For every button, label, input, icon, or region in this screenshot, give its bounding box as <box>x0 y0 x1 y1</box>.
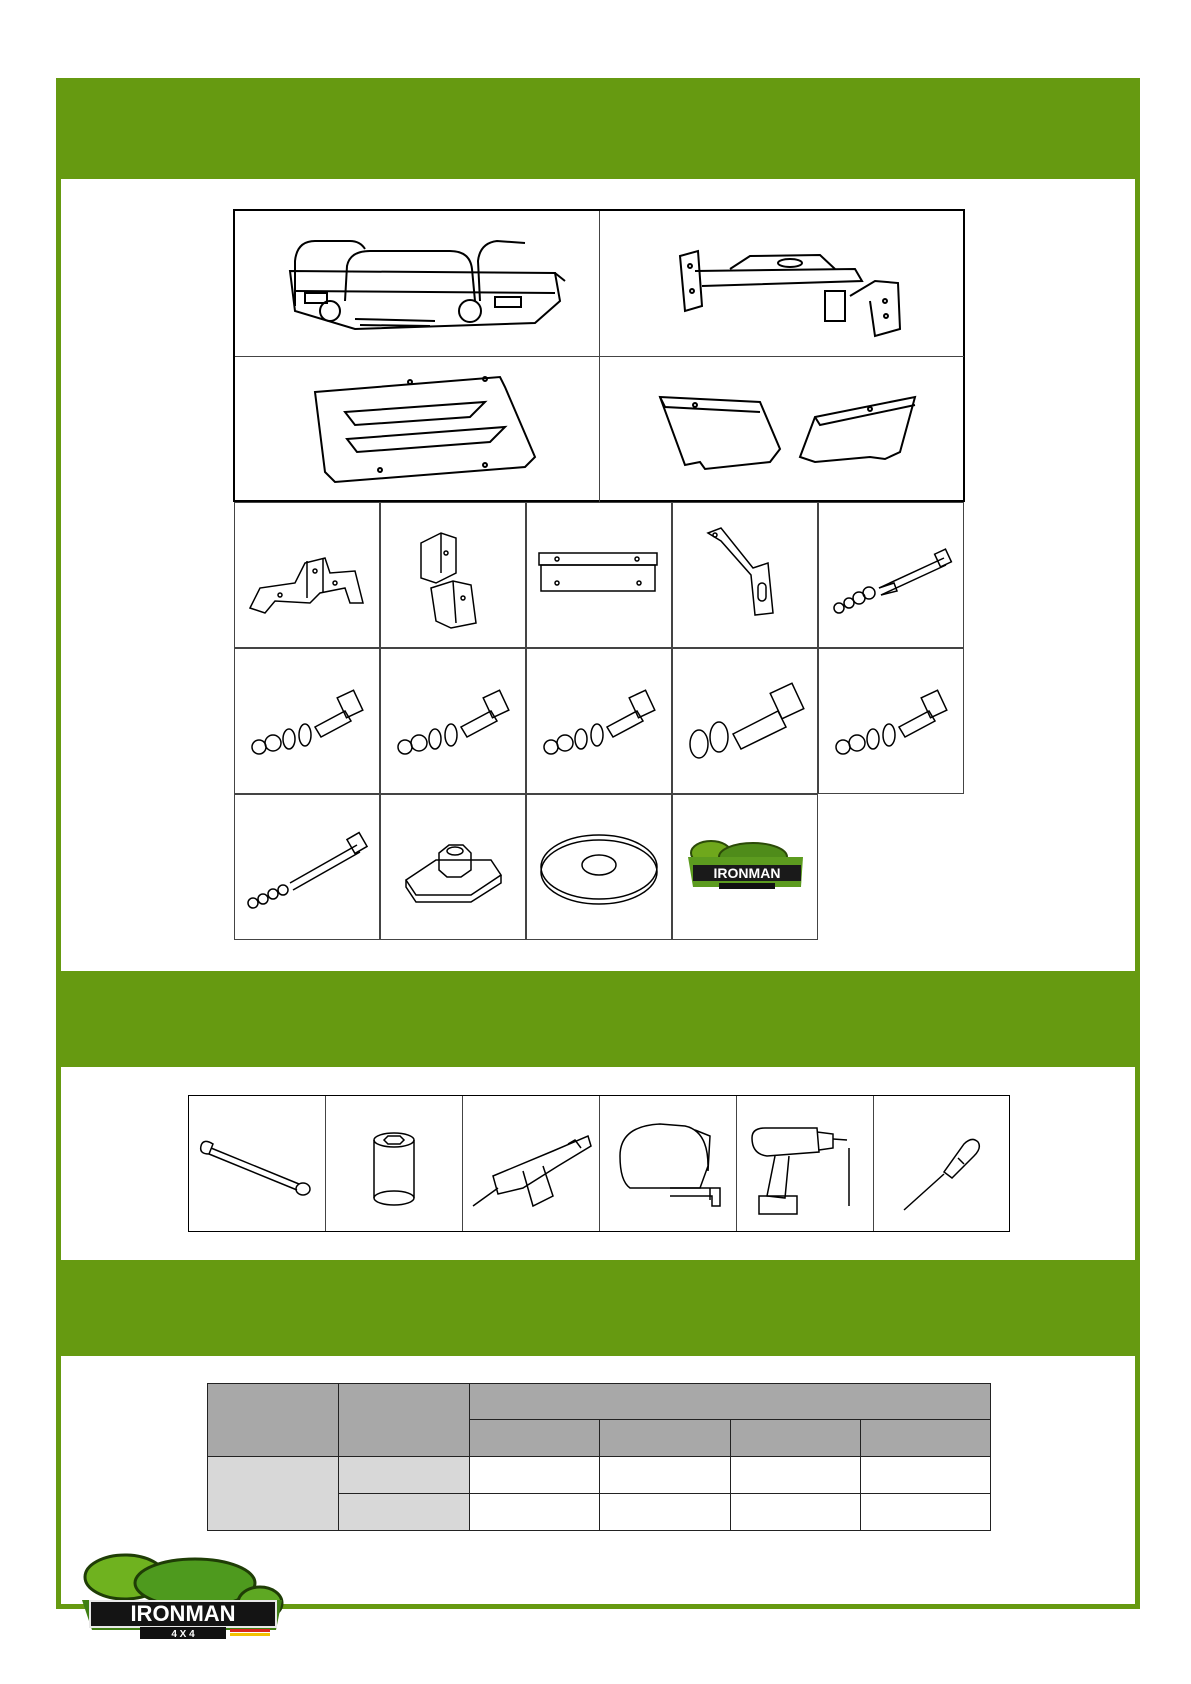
tools-grid <box>188 1095 1010 1232</box>
torque-value <box>860 1494 990 1531</box>
parts-header-band-top <box>56 78 1140 179</box>
flat-plate-icon <box>527 503 671 647</box>
tape-measure-icon <box>600 1096 736 1230</box>
bolt-set-icon <box>381 649 525 793</box>
logo-wordmark: IRONMAN <box>130 1601 236 1626</box>
side-panels-cell <box>600 357 964 502</box>
part-cell-bolt-set-2 <box>380 648 526 794</box>
torque-header-cell-2 <box>339 1384 470 1457</box>
bull-bar-icon <box>235 211 599 356</box>
torque-value <box>860 1457 990 1494</box>
part-cell-bracket-pair <box>234 502 380 648</box>
bracket-pair-icon <box>235 503 379 647</box>
torque-value <box>730 1494 860 1531</box>
guard-plate-cell <box>235 357 600 502</box>
part-cell-bolt-set-1 <box>234 648 380 794</box>
bolt-set-icon <box>235 649 379 793</box>
torque-row-sub-1 <box>339 1457 470 1494</box>
ironman-sticker-icon <box>673 795 817 939</box>
tool-cell-tape-measure <box>600 1096 737 1231</box>
tool-cell-screwdriver <box>874 1096 1010 1231</box>
part-cell-bolt-set-3 <box>526 648 672 794</box>
bolt-set-icon <box>819 649 963 793</box>
socket-icon <box>326 1096 462 1230</box>
part-cell-flat-washer <box>526 794 672 940</box>
tool-cell-reciprocating-saw <box>463 1096 600 1231</box>
tools-header-band <box>56 971 1140 1067</box>
torque-subheader-3 <box>730 1420 860 1457</box>
torque-subheader-1 <box>470 1420 600 1457</box>
part-cell-angle-brackets <box>380 502 526 648</box>
part-cell-long-bolt-set-2 <box>234 794 380 940</box>
major-parts-grid <box>233 209 965 502</box>
side-wing-panels-icon <box>600 357 964 502</box>
torque-header-group <box>470 1384 991 1420</box>
reciprocating-saw-icon <box>463 1096 599 1230</box>
under-bar-guard-plate-icon <box>235 357 599 502</box>
part-cell-bolt-set-4 <box>818 648 964 794</box>
tool-cell-spanner <box>189 1096 326 1231</box>
ironman-logo-graphic <box>70 1545 292 1645</box>
part-cell-captive-nut-plate <box>380 794 526 940</box>
tool-cell-cordless-drill <box>737 1096 874 1231</box>
captive-nut-plate-icon <box>381 795 525 939</box>
torque-value <box>600 1494 730 1531</box>
spanner-icon <box>189 1096 325 1230</box>
screwdriver-icon <box>874 1096 1010 1230</box>
torque-value <box>600 1457 730 1494</box>
torque-value <box>730 1457 860 1494</box>
torque-header-cell-1 <box>208 1384 339 1457</box>
ironman-logo <box>70 1545 292 1645</box>
long-bolt-set-icon <box>819 503 963 647</box>
bolt-set-icon <box>527 649 671 793</box>
tool-cell-socket <box>326 1096 463 1231</box>
l-bracket-icon <box>673 503 817 647</box>
part-cell-ironman-sticker <box>672 794 818 940</box>
part-cell-large-bolt-set <box>672 648 818 794</box>
part-cell-flat-plate <box>526 502 672 648</box>
part-cell-l-bracket <box>672 502 818 648</box>
torque-header-band <box>56 1260 1140 1356</box>
long-bolt-set-icon <box>235 795 379 939</box>
torque-subheader-2 <box>600 1420 730 1457</box>
torque-subheader-4 <box>860 1420 990 1457</box>
cordless-drill-icon <box>737 1096 873 1230</box>
bull-bar-cell <box>235 211 600 357</box>
angle-brackets-icon <box>381 503 525 647</box>
part-cell-long-bolt-set-1 <box>818 502 964 648</box>
mounting-frame-icon <box>600 211 964 356</box>
sticker-wordmark: IRONMAN <box>713 865 781 881</box>
torque-table <box>207 1383 991 1531</box>
mounting-frame-cell <box>600 211 964 357</box>
logo-subtext: 4 X 4 <box>171 1629 195 1640</box>
torque-row-sub-2 <box>339 1494 470 1531</box>
flat-washer-icon <box>527 795 671 939</box>
torque-row-label <box>208 1457 339 1531</box>
torque-value <box>470 1494 600 1531</box>
large-bolt-set-icon <box>673 649 817 793</box>
torque-value <box>470 1457 600 1494</box>
